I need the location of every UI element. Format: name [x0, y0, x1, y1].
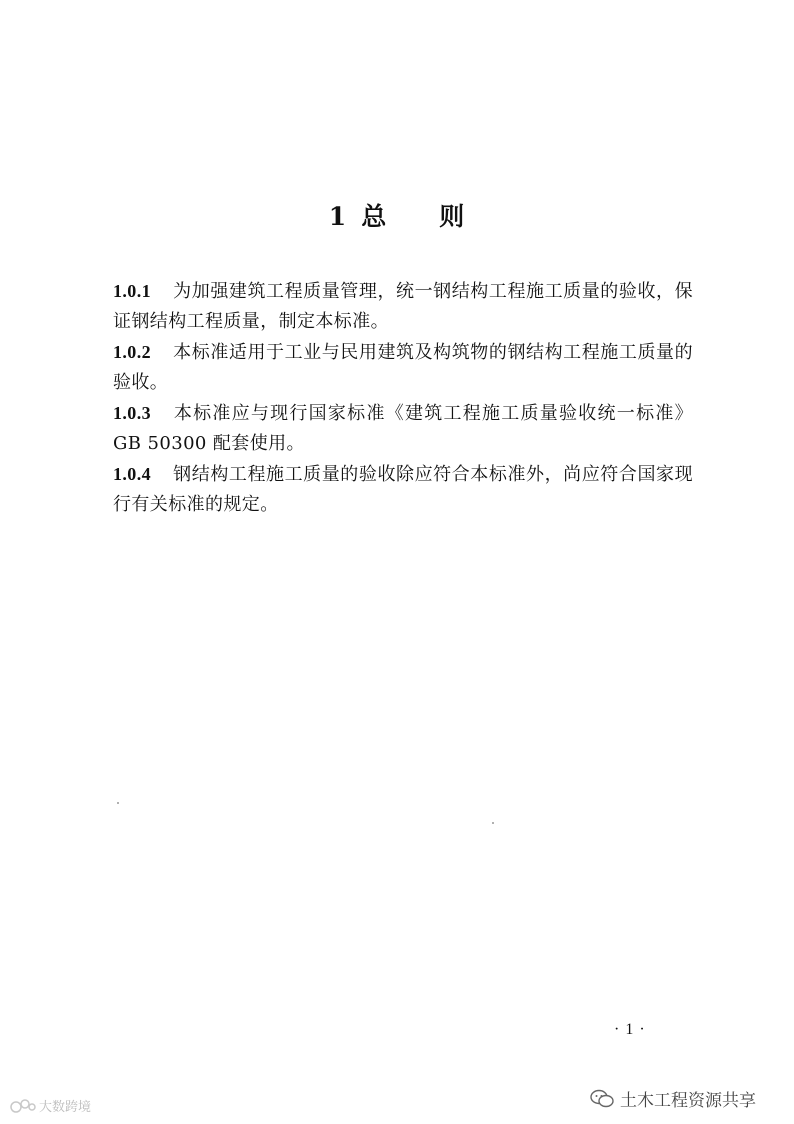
chapter-title-part2: 则 — [439, 201, 466, 231]
clause-text: 钢结构工程施工质量的验收除应符合本标准外，尚应符合国家现行有关标准的规定。 — [113, 464, 693, 515]
clause-text: 为加强建筑工程质量管理，统一钢结构工程施工质量的验收，保证钢结构工程质量，制定本标准。 — [113, 281, 693, 332]
clause-1-0-4 — [113, 459, 693, 520]
clause-1-0-3 — [113, 398, 693, 459]
chapter-title-part1: 总 — [361, 201, 388, 231]
clause-text: 本标准应与现行国家标准《建筑工程施工质量验收统一标准》GB 50300 配套使用。 — [113, 403, 693, 454]
clause-1-0-2 — [113, 337, 693, 398]
clause-number: 1.0.4 — [113, 464, 151, 484]
watermark-logo — [10, 1096, 91, 1115]
wechat-icon — [590, 1089, 614, 1109]
clause-number: 1.0.3 — [113, 403, 151, 423]
page-number: ·1· — [614, 1021, 651, 1038]
clause-list — [113, 276, 693, 520]
clause-1-0-1 — [113, 276, 693, 337]
clause-number: 1.0.1 — [113, 281, 151, 301]
clause-number: 1.0.2 — [113, 342, 151, 362]
watermark-logo-text: 大数跨境 — [39, 1100, 92, 1115]
scan-speck — [492, 822, 494, 824]
chapter-title — [0, 197, 794, 233]
logo-icon — [10, 1098, 36, 1114]
clause-text: 本标准适用于工业与民用建筑及构筑物的钢结构工程施工质量的验收。 — [113, 342, 693, 393]
watermark-source — [590, 1086, 756, 1111]
chapter-number: 1 — [328, 201, 348, 231]
watermark-source-text: 土木工程资源共享 — [620, 1091, 756, 1111]
scan-speck — [117, 802, 119, 804]
